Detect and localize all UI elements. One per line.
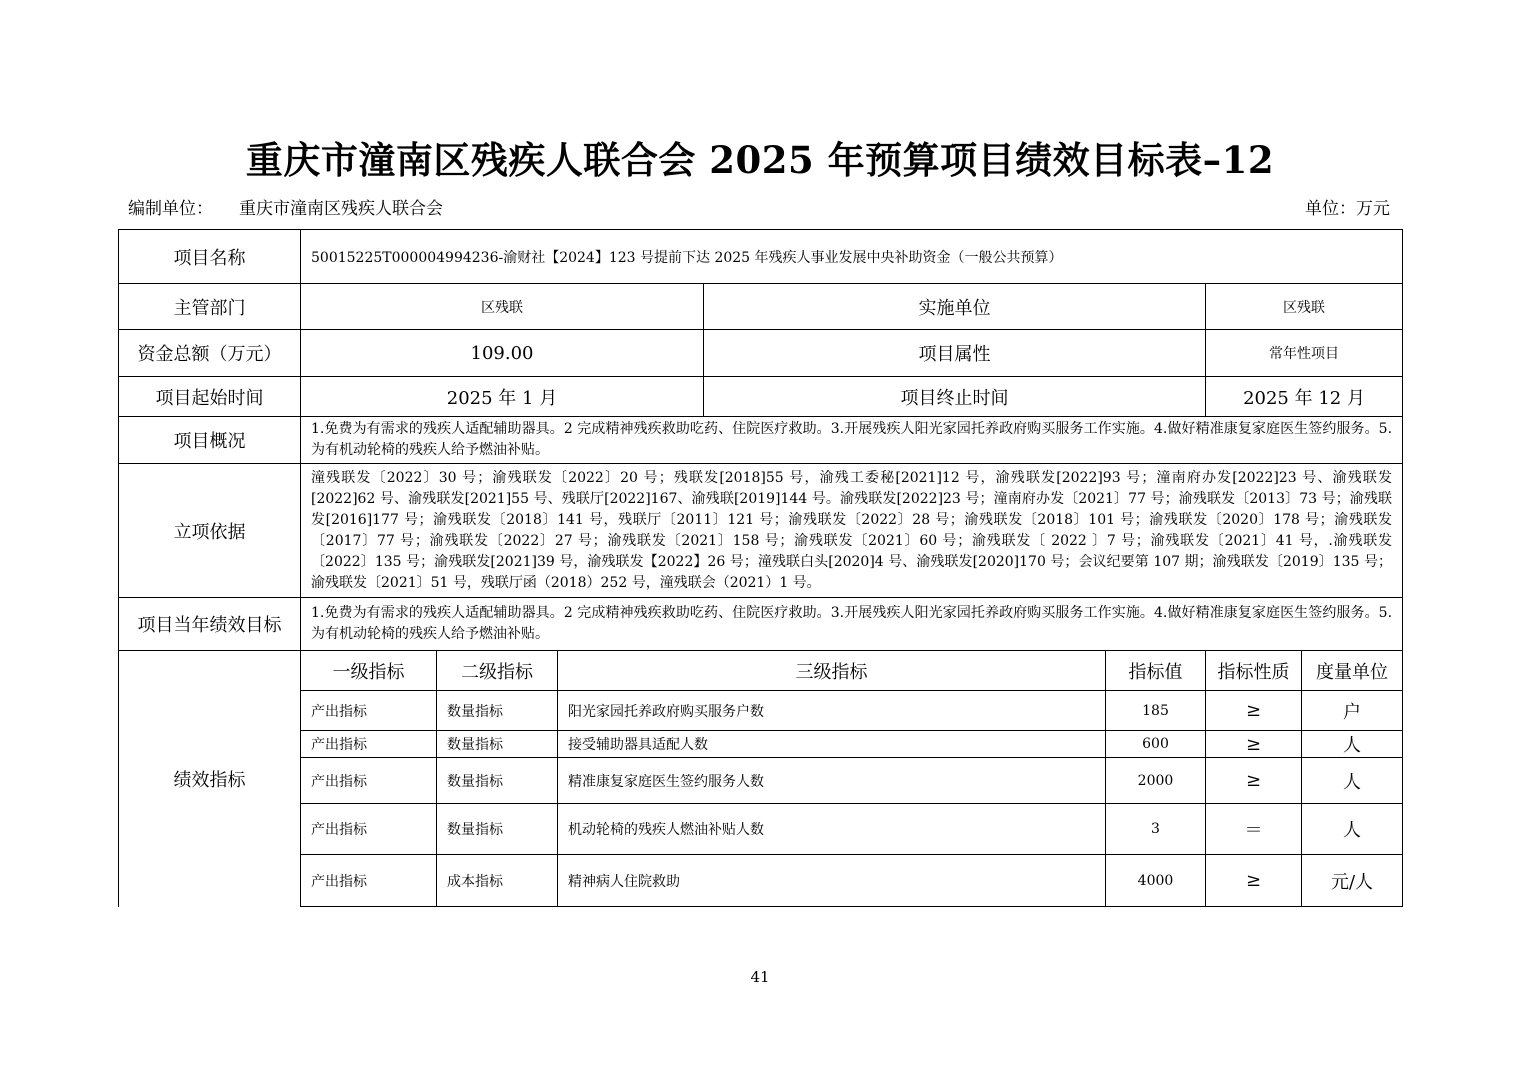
- header-value: 指标值: [1106, 651, 1206, 691]
- header-unit: 度量单位: [1302, 651, 1403, 691]
- row-department: [119, 284, 1403, 330]
- row-fund: [119, 330, 1403, 377]
- indicator-value: 4000: [1106, 855, 1206, 907]
- fund-label: 资金总额（万元）: [119, 330, 301, 377]
- row-overview: [119, 417, 1403, 464]
- indicator-header-row: [119, 651, 1403, 691]
- indicator-unit: 人: [1302, 731, 1403, 758]
- indicator-l2: 数量指标: [437, 691, 558, 731]
- end-label: 项目终止时间: [704, 377, 1206, 417]
- indicator-l3: 精准康复家庭医生签约服务人数: [558, 758, 1106, 804]
- indicator-nature: ≥: [1206, 855, 1302, 907]
- header-level1: 一级指标: [301, 651, 437, 691]
- compiling-unit-label: 编制单位：: [128, 199, 213, 219]
- row-project-name: [119, 230, 1403, 284]
- indicator-l3: 机动轮椅的残疾人燃油补贴人数: [558, 804, 1106, 855]
- indicator-l3: 接受辅助器具适配人数: [558, 731, 1106, 758]
- attr-label: 项目属性: [704, 330, 1206, 377]
- row-period: [119, 377, 1403, 417]
- fund-value: 109.00: [301, 330, 704, 377]
- indicator-l2: 数量指标: [437, 731, 558, 758]
- table-row: [119, 855, 1403, 907]
- dept-value: 区残联: [301, 284, 704, 330]
- indicator-value: 3: [1106, 804, 1206, 855]
- indicator-unit: 户: [1302, 691, 1403, 731]
- page-number: 41: [750, 968, 770, 986]
- header-nature: 指标性质: [1206, 651, 1302, 691]
- start-value: 2025 年 1 月: [301, 377, 704, 417]
- indicator-l1: 产出指标: [301, 855, 437, 907]
- indicator-value: 185: [1106, 691, 1206, 731]
- project-name-label: 项目名称: [119, 230, 301, 284]
- indicator-value: 600: [1106, 731, 1206, 758]
- goal-label: 项目当年绩效目标: [119, 598, 301, 651]
- table-row: [119, 804, 1403, 855]
- start-label: 项目起始时间: [119, 377, 301, 417]
- basis-value: 潼残联发〔2022〕30 号；渝残联发〔2022〕20 号；残联发[2018]55 号，渝残工委秘[2021]12 号，渝残联发[2022]93 号；潼南府办发[2022]23 号、渝残联发[2022]62 号、渝残联发[2021]55 号、残联厅[2022]167、渝残联[2019]144 号。渝残联发[2022]23 号；潼南府办发〔2021〕77 号；渝残联发〔2013〕73 号；渝残联发[2016]177 号；渝残联发〔2018〕141 号，残联厅〔2011〕121 号；渝残联发〔2022〕28 号；渝残联发〔2018〕101 号；渝残联发〔2020〕178 号；渝残联发〔2017〕77 号；渝残联发〔2022〕27 号；渝残联发〔2021〕158 号；渝残联发〔2021〕60 号；渝残联发〔 2022 〕7 号；渝残联发〔2021〕41 号，.渝残联发〔2022〕135 号；渝残联发[2021]39 号，渝残联发【2022】26 号；潼残联白头[2020]4 号、渝残联发[2020]170 号；会议纪要第 107 期；渝残联发〔2019〕135 号；渝残联发〔2021〕51 号，残联厅函（2018）252 号，潼残联会（2021）1 号。: [301, 464, 1403, 598]
- header-level2: 二级指标: [437, 651, 558, 691]
- indicator-unit: 人: [1302, 804, 1403, 855]
- impl-value: 区残联: [1206, 284, 1403, 330]
- indicator-l1: 产出指标: [301, 758, 437, 804]
- indicator-l1: 产出指标: [301, 731, 437, 758]
- project-name-value: 50015225T000004994236-渝财社【2024】123 号提前下达 2025 年残疾人事业发展中央补助资金（一般公共预算）: [301, 230, 1403, 284]
- indicators-label: 绩效指标: [119, 651, 301, 907]
- indicator-nature: ≥: [1206, 731, 1302, 758]
- indicator-l1: 产出指标: [301, 804, 437, 855]
- indicator-nature: ≥: [1206, 691, 1302, 731]
- table-row: [119, 758, 1403, 804]
- indicator-l3: 阳光家园托养政府购买服务户数: [558, 691, 1106, 731]
- header-level3: 三级指标: [558, 651, 1106, 691]
- table-row: [119, 691, 1403, 731]
- currency-unit: 单位：万元: [1305, 199, 1390, 219]
- dept-label: 主管部门: [119, 284, 301, 330]
- performance-target-table: [118, 229, 1403, 907]
- table-row: [119, 731, 1403, 758]
- compiling-unit-name: 重庆市潼南区残疾人联合会: [239, 199, 443, 219]
- end-value: 2025 年 12 月: [1206, 377, 1403, 417]
- indicator-l2: 数量指标: [437, 758, 558, 804]
- indicator-l2: 成本指标: [437, 855, 558, 907]
- impl-label: 实施单位: [704, 284, 1206, 330]
- indicator-value: 2000: [1106, 758, 1206, 804]
- indicator-unit: 人: [1302, 758, 1403, 804]
- basis-label: 立项依据: [119, 464, 301, 598]
- indicator-nature: ＝: [1206, 804, 1302, 855]
- row-basis: [119, 464, 1403, 598]
- indicator-l3: 精神病人住院救助: [558, 855, 1106, 907]
- indicator-nature: ≥: [1206, 758, 1302, 804]
- overview-label: 项目概况: [119, 417, 301, 464]
- overview-value: 1.免费为有需求的残疾人适配辅助器具。2 完成精神残疾救助吃药、住院医疗救助。3.开展残疾人阳光家园托养政府购买服务工作实施。4.做好精准康复家庭医生签约服务。5.为有机动轮椅的残疾人给予燃油补贴。: [301, 417, 1403, 464]
- row-goal: [119, 598, 1403, 651]
- indicator-unit: 元/人: [1302, 855, 1403, 907]
- indicator-l2: 数量指标: [437, 804, 558, 855]
- attr-value: 常年性项目: [1206, 330, 1403, 377]
- indicator-l1: 产出指标: [301, 691, 437, 731]
- compiling-unit: [128, 194, 443, 219]
- page-title: 重庆市潼南区残疾人联合会 2025 年预算项目绩效目标表–12: [245, 138, 1275, 182]
- goal-value: 1.免费为有需求的残疾人适配辅助器具。2 完成精神残疾救助吃药、住院医疗救助。3.开展残疾人阳光家园托养政府购买服务工作实施。4.做好精准康复家庭医生签约服务。5.为有机动轮椅的残疾人给予燃油补贴。: [301, 598, 1403, 651]
